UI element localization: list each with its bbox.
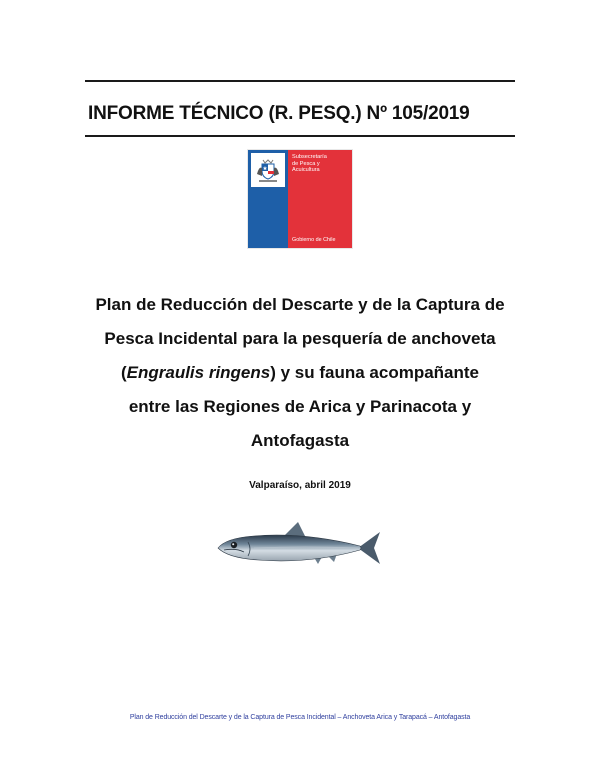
- chile-coat-of-arms-icon: [251, 153, 285, 187]
- report-title: INFORME TÉCNICO (R. PESQ.) Nº 105/2019: [88, 103, 470, 124]
- title-line-2: Pesca Incidental para la pesquería de anchoveta: [104, 329, 496, 348]
- subpesca-logo: [248, 150, 352, 248]
- logo-government-text: Gobierno de Chile: [292, 237, 336, 244]
- title-paren-open: (: [120, 363, 127, 382]
- species-name: Engraulis ringens: [126, 363, 271, 382]
- top-rule: [85, 80, 515, 82]
- logo-text-line3: Acuicultura: [292, 167, 320, 174]
- logo-blue-panel: [248, 150, 288, 248]
- title-line-3: [60, 356, 540, 390]
- title-line-3-rest: ) y su fauna acompañante: [270, 363, 480, 382]
- logo-text-line1: Subsecretaría: [292, 154, 327, 160]
- logo-red-panel: [288, 150, 352, 248]
- title-line-1: Plan de Reducción del Descarte y de la Captura de: [95, 295, 505, 314]
- page-footer: Plan de Reducción del Descarte y de la Captura de Pesca Incidental – Anchoveta Arica y Tarapacá – Antofagasta: [129, 714, 471, 721]
- bottom-rule: [85, 135, 515, 137]
- logo-text-line2: de Pesca y: [292, 160, 320, 167]
- document-title: [60, 288, 540, 458]
- title-line-5: Antofagasta: [250, 431, 350, 450]
- title-line-4: entre las Regiones de Arica y Parinacota y: [128, 397, 472, 416]
- place-date: Valparaíso, abril 2019: [249, 480, 351, 491]
- anchovy-fish-icon: [214, 518, 384, 579]
